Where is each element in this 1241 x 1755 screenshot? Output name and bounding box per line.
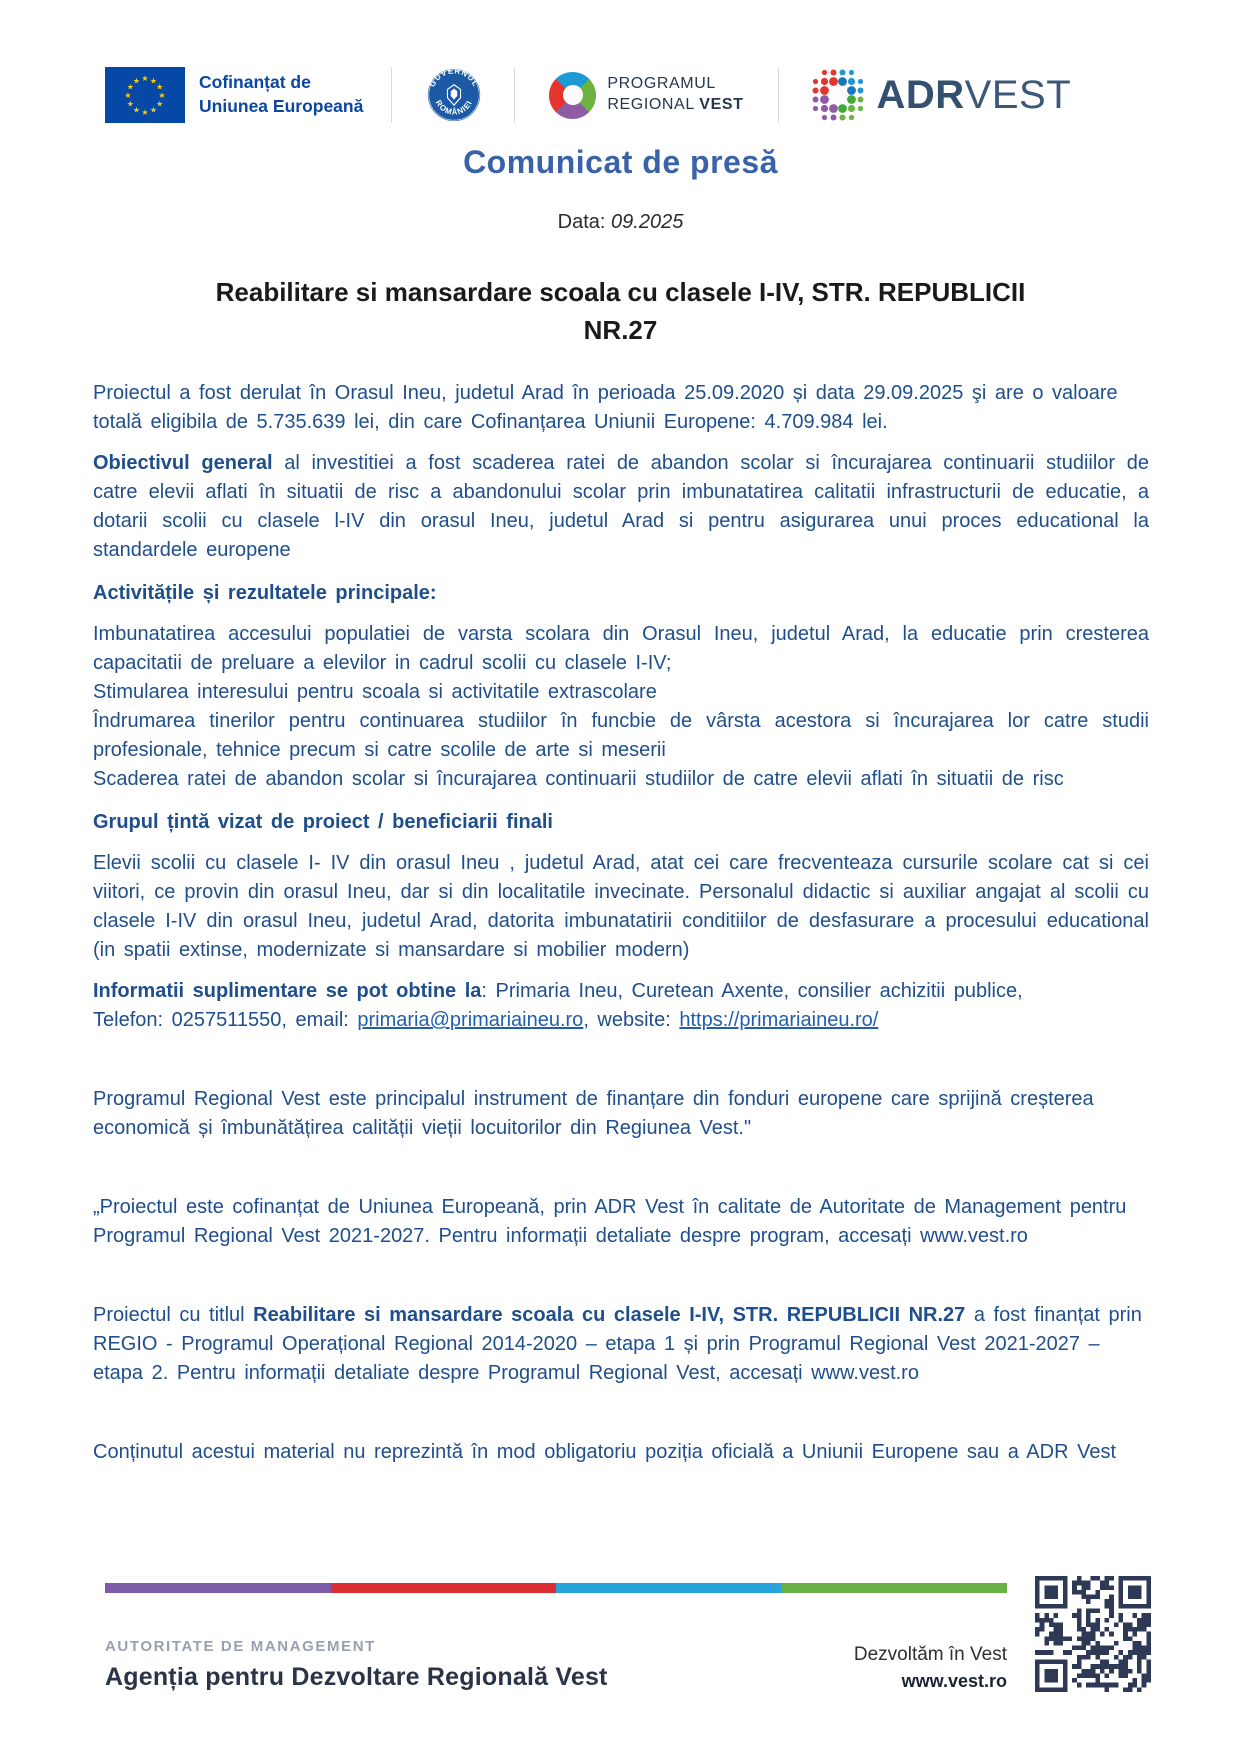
eu-cofinanced-logo xyxy=(105,67,363,123)
header-divider xyxy=(514,67,515,123)
email-link[interactable]: primaria@primariaineu.ro xyxy=(357,1009,584,1032)
press-release-body xyxy=(93,379,1149,1467)
svg-text:★: ★ xyxy=(141,108,149,117)
document-type-title: Comunicat de presă xyxy=(463,144,778,180)
activity-item: Scaderea ratei de abandon scolar si încurajarea continuarii studiilor de catre elevii aflati în situatii de risc xyxy=(93,768,1064,791)
logo-header xyxy=(0,0,1241,132)
activity-item: Îndrumarea tinerilor pentru continuarea studiilor în funcbie de vârsta acestora si încurajarea lor catre studii profesionale, tehnice precum si catre scolile de arte si meserii xyxy=(93,710,1149,762)
project-headline: Reabilitare si mansardare scoala cu clasele I-IV, STR. REPUBLICII NR.27 xyxy=(215,277,1026,345)
svg-text:ROMÂNIEI: ROMÂNIEI xyxy=(434,98,475,117)
adr-vest-logo xyxy=(811,67,1072,123)
svg-text:★: ★ xyxy=(132,76,141,86)
bar-segment-red xyxy=(331,1583,557,1593)
bar-segment-green xyxy=(782,1583,1008,1593)
svg-text:★: ★ xyxy=(149,76,158,86)
paragraph-disclaimer: Conținutul acestui material nu reprezintă în mod obligatoriu poziția oficială a Uniunii Europene sau a ADR Vest xyxy=(93,1441,1116,1464)
paragraph-contact: Telefon: 0257511550, email: primaria@primariaineu.ro, website: https://primariaineu.ro/ xyxy=(93,1009,879,1032)
heading-target-group: Grupul țintă vizat de proiect / beneficiarii finali xyxy=(93,811,553,834)
prv-swirl-icon xyxy=(549,72,596,119)
heading-activities: Activitățile și rezultatele principale: xyxy=(93,582,437,605)
date-line: Data: 09.2025 xyxy=(557,211,684,233)
paragraph-objective: Obiectivul general al investitiei a fost scaderea ratei de abandon scolar si încurajarea continuarii studiilor de catre elevii aflati în situatii de risc a abandonului scolar prin imbunatatirea calitatii infrastructurii de educatie, a dotarii scolii cu clasele l-IV din orasul Ineu, judetul Arad si pentru asigurarea unui proces educational la standardele europene xyxy=(93,452,1149,562)
website-link[interactable]: https://primariaineu.ro/ xyxy=(679,1009,879,1032)
paragraph-target-group: Elevii scolii cu clasele I- IV din orasul Ineu , judetul Arad, atat cei care frecventeaza cursurile scolare cat si cei viitori, ce provin din orasul Ineu, dar si din localitatile invecinate. Personalul didactic si auxiliar angajat al scolii cu clasele I-IV din orasul Ineu, judetul Arad, datorita imbunatatirii conditiilor de desfasurare a procesului educational (in spatii extinse, modernizate si mansardare si mobilier modern) xyxy=(93,852,1149,962)
activities-list xyxy=(93,620,1149,794)
svg-text:★: ★ xyxy=(126,82,134,92)
bar-segment-blue xyxy=(556,1583,782,1593)
svg-text:★: ★ xyxy=(156,99,164,109)
adr-dots-icon xyxy=(811,67,865,123)
paragraph-intro: Proiectul a fost derulat în Orasul Ineu, judetul Arad în perioada 25.09.2020 și data 29.09.2025 şi are o valoare totală eligibila de 5.735.639 lei, din care Cofinanțarea Uniunii Europene: 4.709.984 lei. xyxy=(93,382,1118,434)
paragraph-info: Informatii suplimentare se pot obtine la: Primaria Ineu, Curetean Axente, consilier achizitii publice, xyxy=(93,980,1023,1003)
paragraph-cofinance: „Proiectul este cofinanțat de Uniunea Europeană, prin ADR Vest în calitate de Autoritate de Management pentru Programul Regional Vest 2021-2027. Pentru informații detaliate despre program, accesați www.vest.ro xyxy=(93,1196,1127,1248)
footer-slogan: Dezvoltăm în Vest xyxy=(853,1644,1007,1665)
svg-text:★: ★ xyxy=(158,91,166,100)
header-divider xyxy=(391,67,392,123)
prv-logo-label: PROGRAMUL REGIONAL VEST xyxy=(607,75,744,113)
svg-text:GUVERNUL: GUVERNUL xyxy=(427,67,481,89)
footer-website: www.vest.ro xyxy=(901,1671,1007,1691)
authority-label: AUTORITATE DE MANAGEMENT xyxy=(105,1638,376,1655)
svg-text:★: ★ xyxy=(132,105,141,115)
eu-cofinanced-label: Cofinanțat de Uniunea Europeană xyxy=(199,72,364,116)
programul-regional-vest-logo xyxy=(549,72,743,119)
romanian-government-seal-icon xyxy=(426,67,482,123)
adr-vest-label: ADRVEST xyxy=(876,72,1072,117)
bar-segment-purple xyxy=(105,1583,331,1593)
paragraph-funding: Proiectul cu titlul Reabilitare si mansardare scoala cu clasele I-IV, STR. REPUBLICII NR.27 a fost finanțat prin REGIO - Programul Operațional Regional 2014-2020 – etapa 1 și prin Programul Regional Vest 2021-2027 – etapa 2. Pentru informații detaliate despre Programul Regional Vest, accesați www.vest.ro xyxy=(93,1304,1142,1385)
activity-item: Stimularea interesului pentru scoala si activitatile extrascolare xyxy=(93,681,657,704)
svg-text:★: ★ xyxy=(141,74,149,83)
svg-text:★: ★ xyxy=(149,105,158,115)
agency-name: Agenția pentru Dezvoltare Regională Vest xyxy=(105,1663,608,1691)
footer-color-bar xyxy=(105,1583,1007,1593)
footer-authority-block xyxy=(105,1638,608,1692)
eu-flag-icon xyxy=(105,67,185,123)
header-divider xyxy=(778,67,779,123)
footer-slogan-block xyxy=(773,1644,1007,1692)
svg-text:★: ★ xyxy=(124,91,132,100)
svg-text:★: ★ xyxy=(156,82,164,92)
svg-text:★: ★ xyxy=(126,99,134,109)
paragraph-program-description: Programul Regional Vest este principalul instrument de finanțare din fonduri europene care sprijină creșterea economică și îmbunătățirea calității vieții locuitorilor din Regiunea Vest." xyxy=(93,1088,1094,1140)
qr-code xyxy=(1035,1576,1151,1692)
activity-item: Imbunatatirea accesului populatiei de varsta scolara din Orasul Ineu, judetul Arad, la educatie prin cresterea capacitatii de preluare a elevilor in cadrul scolii cu clasele I-IV; xyxy=(93,623,1149,675)
